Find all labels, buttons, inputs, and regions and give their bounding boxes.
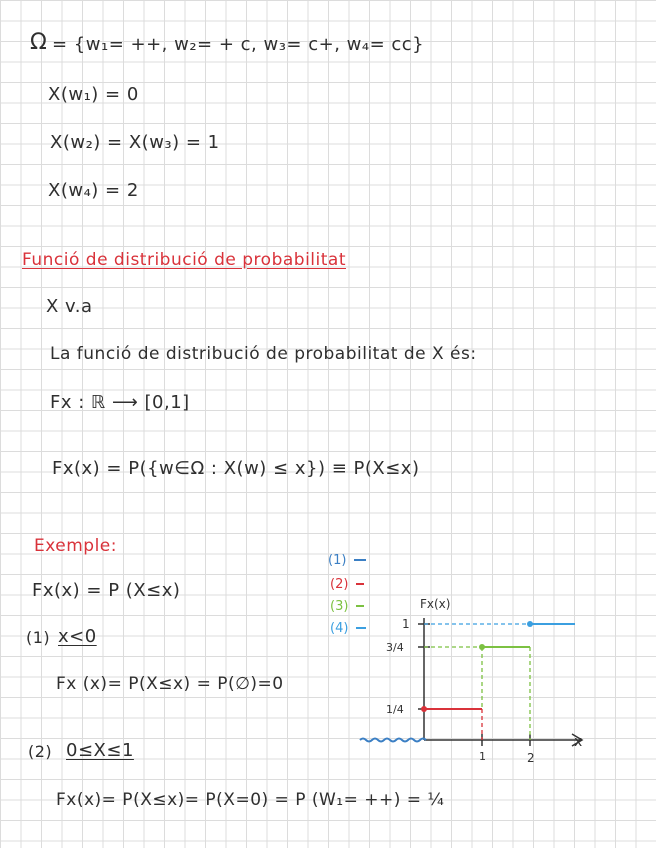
x-w1: X(w₁) = 0 <box>48 84 139 105</box>
example-title: Exemple: <box>34 536 117 556</box>
case2-condition: 0≤X≤1 <box>66 740 134 761</box>
x-axis-label: x <box>574 734 583 750</box>
y-axis-label: Fx(x) <box>420 597 451 611</box>
x-tick-label-1: 1 <box>479 750 486 763</box>
segment-case1 <box>360 739 426 742</box>
case1-equation: Fx (x)= P(X≤x) = P(∅)=0 <box>56 674 284 694</box>
legend-label-3: (3) <box>330 599 349 614</box>
fx-map: Fx : ℝ ⟶ [0,1] <box>50 392 190 413</box>
x-w4: X(w₄) = 2 <box>48 180 139 201</box>
y-tick-label-1: 1 <box>402 617 410 631</box>
case2-label: (2) <box>28 742 53 761</box>
x-va: X v.a <box>46 296 93 317</box>
step-function-graph <box>320 540 600 770</box>
case1-condition: x<0 <box>58 626 97 647</box>
case2-equation: Fx(x)= P(X≤x)= P(X=0) = P (W₁= ++) = ¼ <box>56 790 445 810</box>
point-case2 <box>421 706 427 712</box>
legend-label-1: (1) <box>328 553 347 568</box>
y-tick-label-34: 3/4 <box>386 641 404 654</box>
legend-label-2: (2) <box>330 577 349 592</box>
y-tick-label-14: 1/4 <box>386 703 404 716</box>
x-tick-label-2: 2 <box>527 751 535 765</box>
fx-definition: Fx(x) = P({w∈Ω : X(w) ≤ x}) ≡ P(X≤x) <box>52 458 420 479</box>
graph-legend <box>328 553 366 636</box>
example-fx: Fx(x) = P (X≤x) <box>32 580 181 601</box>
omega-symbol: Ω <box>30 30 48 55</box>
definition-text: La funció de distribució de probabilitat de X és: <box>50 344 477 364</box>
legend-label-4: (4) <box>330 621 349 636</box>
x-w2-w3: X(w₂) = X(w₃) = 1 <box>50 132 220 153</box>
section-title: Funció de distribució de probabilitat <box>22 250 346 270</box>
omega-set: = {w₁= ++, w₂= + c, w₃= c+, w₄= cc} <box>52 34 425 55</box>
case1-label: (1) <box>26 628 51 647</box>
